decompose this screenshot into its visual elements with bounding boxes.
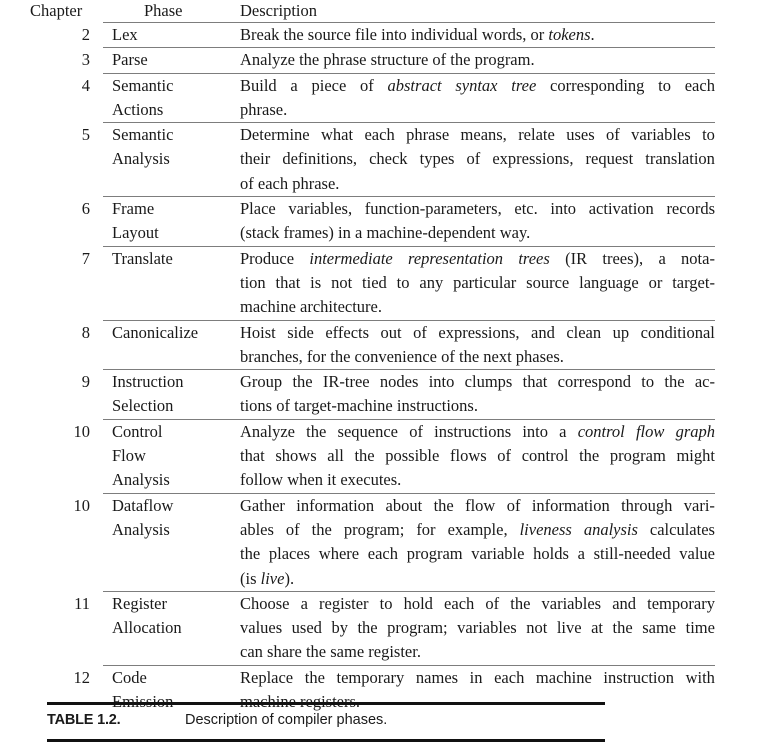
word: variables (457, 618, 517, 638)
description-line (240, 567, 715, 591)
word: that (522, 372, 548, 392)
word: a (300, 593, 308, 613)
word: activation (588, 199, 654, 219)
emphasized-text: tokens (548, 25, 591, 44)
phase-line: Code (112, 667, 147, 687)
word: of (497, 446, 512, 466)
table-row (0, 47, 780, 72)
phase-line: Semantic (112, 75, 174, 95)
phase-line: Analysis (112, 470, 170, 490)
description-line (240, 345, 715, 369)
phase-line: Analysis (112, 149, 170, 169)
phase-line: Parse (112, 50, 148, 70)
phase-line: Translate (112, 248, 173, 268)
cell-description (240, 370, 715, 419)
emphasized-word: liveness (519, 519, 572, 539)
word: side (287, 322, 314, 342)
word: relate (518, 125, 555, 145)
word: Gather (240, 495, 285, 515)
word: might (676, 446, 715, 466)
word: their (240, 149, 271, 169)
phase-line: Semantic (112, 125, 174, 145)
word: calculates (649, 519, 715, 539)
description-line (240, 542, 715, 566)
emphasized-word: trees (518, 248, 550, 268)
word: about (385, 495, 423, 515)
phase-line: Actions (112, 99, 164, 119)
word: particular (453, 272, 517, 292)
word: of (409, 421, 423, 441)
table-row (0, 591, 780, 665)
word: vari- (683, 495, 715, 515)
emphasized-word: flow (635, 421, 665, 441)
word: not (526, 618, 548, 638)
word: values (240, 618, 283, 638)
word: program; (387, 618, 448, 638)
description-line (240, 197, 715, 221)
table-row-inner (0, 197, 780, 246)
word: up (612, 322, 630, 342)
word: each (494, 667, 525, 687)
word: clumps (464, 372, 513, 392)
word: program (406, 544, 463, 564)
word: of (506, 495, 521, 515)
word: tied (362, 272, 387, 292)
word: language (579, 272, 639, 292)
table-row (0, 493, 780, 591)
word: that (240, 446, 265, 466)
description-line (240, 123, 715, 147)
word: places (268, 544, 311, 564)
cell-phase (112, 123, 232, 172)
description-line (240, 147, 715, 171)
description-line (240, 444, 715, 468)
word: Hoist (240, 322, 276, 342)
word: Build (240, 75, 277, 95)
word: Determine (240, 125, 310, 145)
description-line (240, 295, 715, 319)
cell-phase (112, 321, 232, 345)
phase-line: Canonicalize (112, 322, 199, 342)
table-row-inner (0, 48, 780, 72)
cell-chapter: 6 (81, 199, 90, 219)
word: means, (460, 125, 507, 145)
word: of (360, 75, 374, 95)
word: is (310, 272, 322, 292)
text-run: machine architecture. (240, 297, 382, 317)
cell-phase (112, 23, 232, 47)
word: expressions, (492, 149, 574, 169)
word: where (318, 544, 360, 564)
word: to (702, 125, 715, 145)
word: or (648, 272, 663, 292)
word: Group (240, 372, 283, 392)
emphasized-word: graph (675, 421, 715, 441)
word: variable (471, 544, 525, 564)
word: Choose (240, 593, 290, 613)
word: the (354, 446, 375, 466)
cell-chapter: 11 (74, 593, 90, 613)
cell-phase (112, 74, 232, 123)
word: out (380, 322, 402, 342)
word: to (379, 593, 393, 613)
word: uses (566, 125, 595, 145)
text-run: follow when it executes. (240, 470, 402, 490)
word: names (415, 667, 459, 687)
word: IR-tree (322, 372, 370, 392)
word: information (296, 495, 375, 515)
word: Produce (240, 248, 295, 268)
word: temporary (647, 593, 715, 613)
word: conditional (640, 322, 715, 342)
word: each (684, 75, 715, 95)
word: for (416, 519, 436, 539)
word: to (396, 272, 410, 292)
word: and (612, 593, 637, 613)
word: (IR (565, 248, 588, 268)
word: register (319, 593, 369, 613)
word: records (666, 199, 715, 219)
word: clean (566, 322, 602, 342)
cell-description (240, 494, 715, 591)
word: the (357, 618, 378, 638)
cell-chapter: 2 (81, 25, 90, 44)
cell-chapter: 10 (73, 421, 90, 441)
table-row (0, 320, 780, 370)
word: sequence (337, 421, 398, 441)
word: hold (403, 593, 433, 613)
caption-rule-bottom (47, 739, 605, 742)
cell-chapter: 8 (81, 322, 90, 342)
word: types (419, 149, 455, 169)
word: time (685, 618, 715, 638)
column-header-description: Description (240, 1, 317, 20)
word: instruction (603, 667, 674, 687)
text-run: tions of target-machine instructions. (240, 396, 478, 416)
phase-line: Register (112, 593, 167, 613)
word: used (291, 618, 322, 638)
phase-line: Layout (112, 223, 159, 243)
cell-description (240, 123, 715, 196)
description-line (240, 247, 715, 271)
cell-description (240, 420, 715, 493)
word: source (526, 272, 570, 292)
word: possible (385, 446, 440, 466)
cell-chapter: 10 (73, 495, 90, 515)
text-run: can share the same register. (240, 642, 421, 662)
word: the (579, 446, 600, 466)
cell-phase (112, 370, 232, 419)
caption-text: Description of compiler phases. (185, 712, 388, 728)
word: effects (325, 322, 370, 342)
emphasized-text: live (260, 568, 285, 588)
emphasized-word: abstract (387, 75, 442, 95)
cell-description (240, 48, 715, 72)
word: and (531, 322, 555, 342)
table-row-inner (0, 321, 780, 370)
description-line (240, 172, 715, 196)
description-line (240, 592, 715, 616)
phase-line: Analysis (112, 519, 170, 539)
emphasized-word: tree (511, 75, 537, 95)
cell-description (240, 197, 715, 246)
word: program (609, 446, 666, 466)
emphasized-word: control (577, 421, 625, 441)
word: check (369, 149, 408, 169)
caption-body (0, 705, 780, 739)
word: into (550, 199, 577, 219)
word: expressions, (438, 322, 520, 342)
word: target- (672, 272, 715, 292)
description-line (240, 494, 715, 518)
word: instructions (434, 421, 512, 441)
word: still-needed (593, 544, 671, 564)
text-run: phrase. (240, 99, 288, 119)
cell-description (240, 247, 715, 320)
table-row (0, 419, 780, 493)
description-line (240, 221, 715, 245)
word: each (367, 544, 399, 564)
cell-chapter: 4 (81, 75, 90, 95)
word: flows (449, 446, 487, 466)
column-header-phase: Phase (144, 1, 183, 20)
description-line (240, 23, 715, 47)
word: the (510, 593, 531, 613)
word: function-parameters, (364, 199, 502, 219)
word: information (531, 495, 610, 515)
word: ables (240, 519, 274, 539)
word: what (321, 125, 354, 145)
description-line (240, 468, 715, 492)
cell-chapter: 12 (73, 667, 90, 687)
word: all (327, 446, 344, 466)
word: the (304, 667, 325, 687)
word: definitions, (282, 149, 358, 169)
cell-phase (112, 197, 232, 246)
word: at (591, 618, 604, 638)
word: phrase (406, 125, 450, 145)
word: by (331, 618, 348, 638)
text-run: . (590, 25, 595, 44)
description-line (240, 321, 715, 345)
cell-chapter: 5 (81, 125, 90, 145)
word: live (556, 618, 582, 638)
word: same (642, 618, 677, 638)
emphasized-word: analysis (583, 519, 638, 539)
emphasized-word: intermediate (309, 248, 393, 268)
word: any (419, 272, 444, 292)
cell-phase (112, 420, 232, 493)
word: piece (311, 75, 347, 95)
description-line (240, 370, 715, 394)
description-line (240, 518, 715, 542)
word: Place (240, 199, 276, 219)
text-run: (stack frames) in a machine-dependent way. (240, 223, 531, 243)
word: temporary (336, 667, 405, 687)
word: that (275, 272, 301, 292)
word: to (658, 75, 671, 95)
cell-description (240, 74, 715, 123)
table-body (0, 22, 780, 714)
table-row (0, 22, 780, 47)
word: program; (343, 519, 405, 539)
word: nota- (681, 248, 715, 268)
word: Analyze (240, 421, 295, 441)
word: variables (541, 593, 602, 613)
text-run: branches, for the convenience of the next phases. (240, 346, 564, 366)
word: of (466, 149, 481, 169)
table-row-inner (0, 23, 780, 47)
word: nodes (379, 372, 419, 392)
table-row (0, 122, 780, 196)
word: example, (447, 519, 508, 539)
cell-phase (112, 247, 232, 271)
table-row-inner (0, 247, 780, 320)
table-row (0, 196, 780, 246)
cell-description (240, 23, 715, 47)
word: to (641, 372, 655, 392)
table-caption (0, 702, 780, 742)
table-row (0, 73, 780, 123)
table-row (0, 369, 780, 419)
word: corresponding (550, 75, 645, 95)
caption-label: TABLE 1.2. (47, 712, 121, 728)
word: a (290, 75, 298, 95)
text-run: of each phrase. (240, 173, 340, 193)
cell-chapter: 9 (81, 372, 90, 392)
description-line (240, 666, 715, 690)
word: of (606, 125, 620, 145)
description-line (240, 394, 715, 418)
word: each (444, 593, 475, 613)
phase-line: Lex (112, 25, 138, 44)
word: machine (535, 667, 592, 687)
phase-line: Allocation (112, 618, 182, 638)
text-run: (is (240, 568, 261, 588)
phase-line: Selection (112, 396, 174, 416)
text-run: Break the source file into individual words, or (240, 25, 549, 44)
word: not (331, 272, 353, 292)
word: holds (533, 544, 569, 564)
word: the (612, 618, 633, 638)
word: variables, (288, 199, 353, 219)
word: into (522, 421, 548, 441)
word: into (428, 372, 455, 392)
cell-description (240, 321, 715, 370)
word: through (621, 495, 673, 515)
cell-chapter: 3 (81, 50, 90, 70)
column-header-chapter: Chapter (30, 1, 83, 20)
cell-phase (112, 494, 232, 543)
cell-phase (112, 592, 232, 641)
table-row-inner (0, 74, 780, 123)
emphasized-word: representation (408, 248, 504, 268)
word: the (240, 544, 261, 564)
word: request (585, 149, 634, 169)
word: a (658, 248, 666, 268)
word: in (469, 667, 483, 687)
word: ac- (694, 372, 715, 392)
phase-line: Instruction (112, 372, 184, 392)
word: shows (275, 446, 317, 466)
description-line (240, 48, 715, 72)
word: of (413, 322, 427, 342)
table-row-inner (0, 494, 780, 591)
phase-line: Control (112, 421, 163, 441)
emphasized-word: syntax (455, 75, 498, 95)
word: the (311, 519, 332, 539)
word: correspond (557, 372, 631, 392)
word: a (577, 544, 585, 564)
text-run: Analyze the phrase structure of the program. (240, 50, 535, 70)
word: the (664, 372, 685, 392)
word: value (679, 544, 715, 564)
word: tion (240, 272, 266, 292)
word: trees), (602, 248, 644, 268)
table-row-inner (0, 592, 780, 665)
phase-line: Flow (112, 446, 146, 466)
description-line (240, 640, 715, 664)
word: translation (645, 149, 715, 169)
word: the (306, 421, 327, 441)
table-row-inner (0, 370, 780, 419)
description-line (240, 74, 715, 98)
text-run: ). (284, 568, 295, 588)
description-line (240, 271, 715, 295)
cell-phase (112, 48, 232, 72)
word: flow (465, 495, 496, 515)
word: a (559, 421, 567, 441)
word: with (685, 667, 715, 687)
table-row-inner (0, 420, 780, 493)
word: of (285, 519, 300, 539)
description-line (240, 420, 715, 444)
word: Replace (240, 667, 294, 687)
phase-line: Dataflow (112, 495, 174, 515)
table-header-row (0, 0, 780, 22)
description-line (240, 616, 715, 640)
table-row-inner (0, 123, 780, 196)
word: each (364, 125, 395, 145)
word: etc. (514, 199, 538, 219)
cell-description (240, 592, 715, 665)
table-row (0, 246, 780, 320)
description-line (240, 98, 715, 122)
word: the (292, 372, 313, 392)
word: variables (631, 125, 691, 145)
word: of (485, 593, 500, 613)
phase-line: Frame (112, 199, 155, 219)
word: the (433, 495, 454, 515)
cell-chapter: 7 (81, 248, 90, 268)
word: control (521, 446, 569, 466)
